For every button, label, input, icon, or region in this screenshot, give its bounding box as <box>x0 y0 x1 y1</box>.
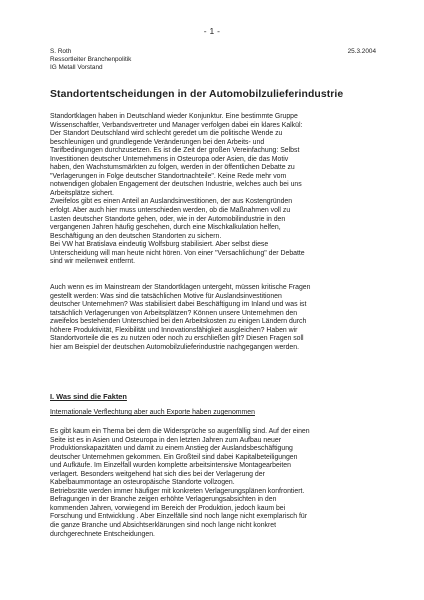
text-line: Kabelbaummontage an osteuropäische Standorte vollzogen. <box>50 479 235 487</box>
text-line: Produktionskapazitäten und damit zu einem Anstieg der Auslandsbeschäftigung <box>50 445 293 453</box>
text-line: Bei VW hat Bratislava eindeutig Wolfsburg stabilisiert. Aber selbst diese <box>50 241 269 249</box>
text-line: Der Standort Deutschland wird schlecht geredet um die politische Wende zu <box>50 130 283 138</box>
text-line: Standortvorteile die es zu nutzen oder noch zu erschließen gilt? Diesen Fragen soll <box>50 335 304 343</box>
facts-paragraph <box>50 428 380 539</box>
text-line: "Verlagerungen in Folge deutscher Standortnachteile". Keine Rede mehr vom <box>50 172 287 180</box>
author-block <box>50 48 131 72</box>
text-line: vergangenen Jahren häufig geschehen, durch eine Mischkalkulation helfen, <box>50 224 281 232</box>
text-line: haben, den Wachstumsmärkten zu folgen, werden in der öffentlichen Debatte zu <box>50 164 295 172</box>
text-line: beschleunigen und grundlegende Veränderungen bei den Arbeits- und <box>50 138 265 146</box>
document-title: Standortentscheidungen in der Automobilzulieferindustrie <box>50 89 344 100</box>
text-line: gestellt werden: Was sind die tatsächlichen Motive für Auslandsinvestitionen <box>50 292 282 300</box>
text-line: Standortklagen haben in Deutschland wieder Konjunktur. Eine bestimmte Gruppe <box>50 113 298 120</box>
text-line: Zweifelos gibt es einen Anteil an Auslandsinvestitionen, der aus Kostengründen <box>50 198 293 206</box>
questions-paragraph <box>50 284 380 352</box>
text-line: Arbeitsplätze sichert. <box>50 189 114 197</box>
text-line: Befragungen in der Branche zeigen erhöhte Verlagerungsabsichten in den <box>50 496 277 504</box>
page-number: - 1 - <box>203 26 221 36</box>
text-line: Investitionen deutscher Unternehmens in Osteuropa oder Asien, die das Motiv <box>50 155 289 163</box>
text-line: sind wir meilenweit entfernt. <box>50 258 136 266</box>
text-line: Wissenschaftler, Verbandsvertreter und Manager verfolgen dabei ein klares Kalkül: <box>50 121 303 129</box>
text-line: Es gibt kaum ein Thema bei dem die Widersprüche so augenfällig sind. Auf der einen <box>50 428 310 435</box>
text-line: durchgerechnete Entscheidungen. <box>50 530 155 538</box>
text-line: Auch wenn es im Mainstream der Standortklagen untergeht, müssen kritische Fragen <box>50 284 311 291</box>
text-line: verlagert. Besonders weitgehend hat sich dies bei der Verlagerung der <box>50 470 265 478</box>
subsection-heading: Internationale Verflechtung aber auch Exporte haben zugenommen <box>50 409 255 416</box>
text-line: Beschäftigung an den deutschen Standorten zu sichern. <box>50 232 222 240</box>
section-heading: I. Was sind die Fakten <box>50 392 127 401</box>
author-role: Ressortleiter Branchenpolitik <box>50 56 132 64</box>
text-line: deutscher Unternehmen gekommen. Ein Großteil sind dabei Kapitalbeteiligungen <box>50 453 298 461</box>
intro-paragraph <box>50 113 380 267</box>
text-line: tatsächlich Verlagerungen von Arbeitsplätzen? Können unsere Unternehmen den <box>50 309 298 317</box>
text-line: notwendigen globalen Engagement der deutschen Industrie, welches auch bei uns <box>50 181 302 189</box>
document-date: 25.3.2004 <box>347 48 376 55</box>
text-line: erfolgt. Aber auch hier muss unterschieden werden, ob die Maßnahmen voll zu <box>50 207 291 215</box>
text-line: kommenden Jahren, vorwiegend im Bereich der Produktion, jedoch kaum bei <box>50 504 286 512</box>
text-line: Seite ist es in Asien und Osteuropa in den letzten Jahren zum Aufbau neuer <box>50 436 281 444</box>
author-name: S. Roth <box>50 48 72 55</box>
text-line: deutscher Unternehmen? Was stabilisiert dabei Beschäftigung im Inland und was ist <box>50 301 307 309</box>
text-line: hier am Beispiel der deutschen Automobilzulieferindustrie nachgegangen werden. <box>50 343 299 351</box>
text-line: und Aufkäufe. Im Einzelfall wurden komplette arbeitsintensive Montagearbeiten <box>50 462 291 470</box>
text-line: zweifelos bestehenden Unterschied bei den Arbeitskosten zu einigen Ländern durch <box>50 318 307 326</box>
text-line: Tarifbedingungen durchzusetzen. Es ist die Zeit der großen Vereinfachung: Selbst <box>50 147 300 155</box>
text-line: Unterscheidung will man heute nicht hören. Von einer "Versachlichung" der Debatte <box>50 249 305 257</box>
text-line: die ganze Branche und Absichtserklärungen sind noch lange nicht konkret <box>50 522 277 530</box>
text-line: Lasten deutscher Standorte gehen, oder, wie in der Automobilindustrie in den <box>50 215 286 223</box>
text-line: höhere Produktivität, Flexibilität und Innovationsfähigkeit ausgleichen? Haben wir <box>50 326 298 334</box>
text-line: Forschung und Entwicklung . Aber Einzelfälle sind noch lange nicht exemplarisch für <box>50 513 308 521</box>
author-organization: IG Metall Vorstand <box>50 64 103 72</box>
text-line: Betriebsräte werden immer häufiger mit konkreten Verlagerungsplänen konfrontiert. <box>50 487 305 495</box>
